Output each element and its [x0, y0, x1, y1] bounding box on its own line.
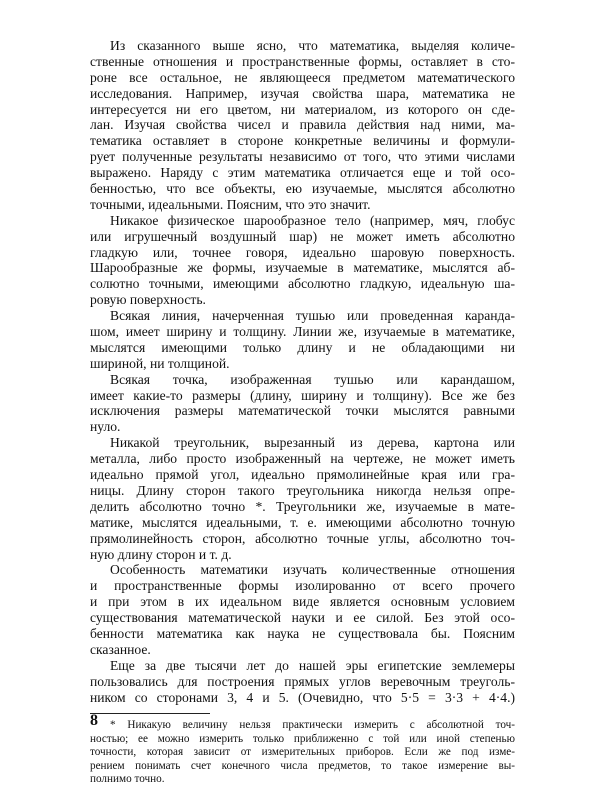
text-line: ницы. Длину сторон такого треугольника никогда нельзя опре-	[90, 482, 515, 498]
text-line: Никакое физическое шарообразное тело (например, мяч, глобус	[110, 212, 515, 228]
text-line: гладкую или, точнее говоря, идеально шаровую поверхность.	[90, 244, 515, 260]
text-line: сказанное.	[90, 641, 151, 657]
text-line: бенностью, что все объекты, ею изучаемые, мыслятся абсолютно	[90, 181, 515, 197]
text-line: металла, либо просто изображенный на чертеже, не может иметь	[90, 451, 515, 467]
text-line: существования математической науки и ее силой. Без этой осо-	[90, 610, 515, 626]
text-line: нуло.	[90, 419, 121, 435]
text-line: Никакой треугольник, вырезанный из дерева, картона или	[110, 435, 515, 451]
footnote-line: рением понимать счет конечного числа предметов, то такое измерение вы-	[90, 759, 515, 772]
text-line: Всякая точка, изображенная тушью или карандашом,	[110, 371, 515, 387]
text-line: шириной, ни толщиной.	[90, 355, 230, 371]
text-line: роне все остальное, не являющееся предметом математического	[90, 69, 515, 85]
text-line: выражено. Наряду с этим математика отличается еще и той осо-	[90, 165, 515, 181]
text-line: мыслятся имеющими только длину и не обладающими ни	[90, 339, 515, 355]
footnote-divider	[90, 713, 210, 714]
text-line: тематика оставляет в стороне конкретные величины и формули-	[90, 133, 515, 149]
footnote-line: точности, которая зависит от измерительных приборов. Если же под изме-	[90, 746, 515, 759]
text-line: Особенность математики изучать количественные отношения	[110, 562, 515, 578]
text-line: Еще за две тысячи лет до нашей эры египетские землемеры	[110, 657, 515, 673]
text-line: пользовались для построения прямых углов веревочным треуголь-	[90, 673, 515, 689]
footnote	[90, 719, 515, 786]
paragraph-4	[90, 372, 515, 436]
text-line: исследования. Например, изучая свойства шара, математика не	[90, 85, 515, 101]
paragraph-6	[90, 562, 515, 657]
text-line: ником со сторонами 3, 4 и 5. (Очевидно, что 5·5 = 3·3 + 4·4.)	[90, 689, 515, 705]
text-line: ную длину сторон и т. д.	[90, 546, 232, 562]
text-line: Всякая линия, начерченная тушью или проведенная каранда-	[110, 308, 515, 324]
text-line: идеально прямой угол, идеально прямолинейные края или гра-	[90, 467, 515, 483]
text-line: и пространственные формы изолированно от всего прочего	[90, 578, 515, 594]
text-line: ровую поверхность.	[90, 292, 206, 308]
text-line: Шарообразные же формы, изучаемые в математике, мыслятся аб-	[90, 260, 515, 276]
paragraph-5	[90, 435, 515, 562]
footnote-line: полнимо точно.	[90, 772, 165, 785]
text-line: шом, имеет ширину и толщину. Линии же, изучаемые в математике,	[90, 324, 515, 340]
text-line: бенности математика как наука не существовала бы. Поясним	[90, 625, 515, 641]
text-line: исключения размеры математической точки мыслятся равными	[90, 403, 515, 419]
text-line: рует полученные результаты независимо от того, что этими числами	[90, 149, 515, 165]
text-line: и при этом в их идеальном виде является основным условием	[90, 594, 515, 610]
paragraph-3	[90, 308, 515, 372]
page-body	[90, 38, 515, 786]
text-line: имеет какие-то размеры (длину, ширину и толщину). Все же без	[90, 387, 515, 403]
text-line: солютно точными, имеющими абсолютно гладкую, идеальную ша-	[90, 276, 515, 292]
paragraph-1	[90, 38, 515, 213]
paragraph-2	[90, 213, 515, 308]
text-line: прямолинейность сторон, абсолютно точные углы, абсолютно точ-	[90, 530, 515, 546]
text-line: Из сказанного выше ясно, что математика, выделяя количе-	[110, 38, 515, 53]
paragraph-7	[90, 658, 515, 706]
text-line: точными, идеальными. Поясним, что это значит.	[90, 196, 371, 212]
text-line: делить абсолютно точно *. Треугольники же, изучаемые в мате-	[90, 498, 515, 514]
text-line: интересуется ни его цветом, ни материалом, из которого он сде-	[90, 101, 515, 117]
footnote-line: ностью; ее можно измерить только приближенно с той или иной степенью	[90, 732, 515, 745]
text-line: ственные отношения и пространственные формы, оставляет в сто-	[90, 53, 515, 69]
page-number: 8	[90, 712, 98, 729]
text-line: лан. Изучая свойства чисел и правила действия над ними, ма-	[90, 117, 515, 133]
text-line: матике, мыслятся идеальными, т. е. имеющими абсолютно точную	[90, 514, 515, 530]
footnote-line: * Никакую величину нельзя практически измерить с абсолютной точ-	[110, 719, 515, 732]
text-line: или игрушечный воздушный шар) не может иметь абсолютно	[90, 228, 515, 244]
